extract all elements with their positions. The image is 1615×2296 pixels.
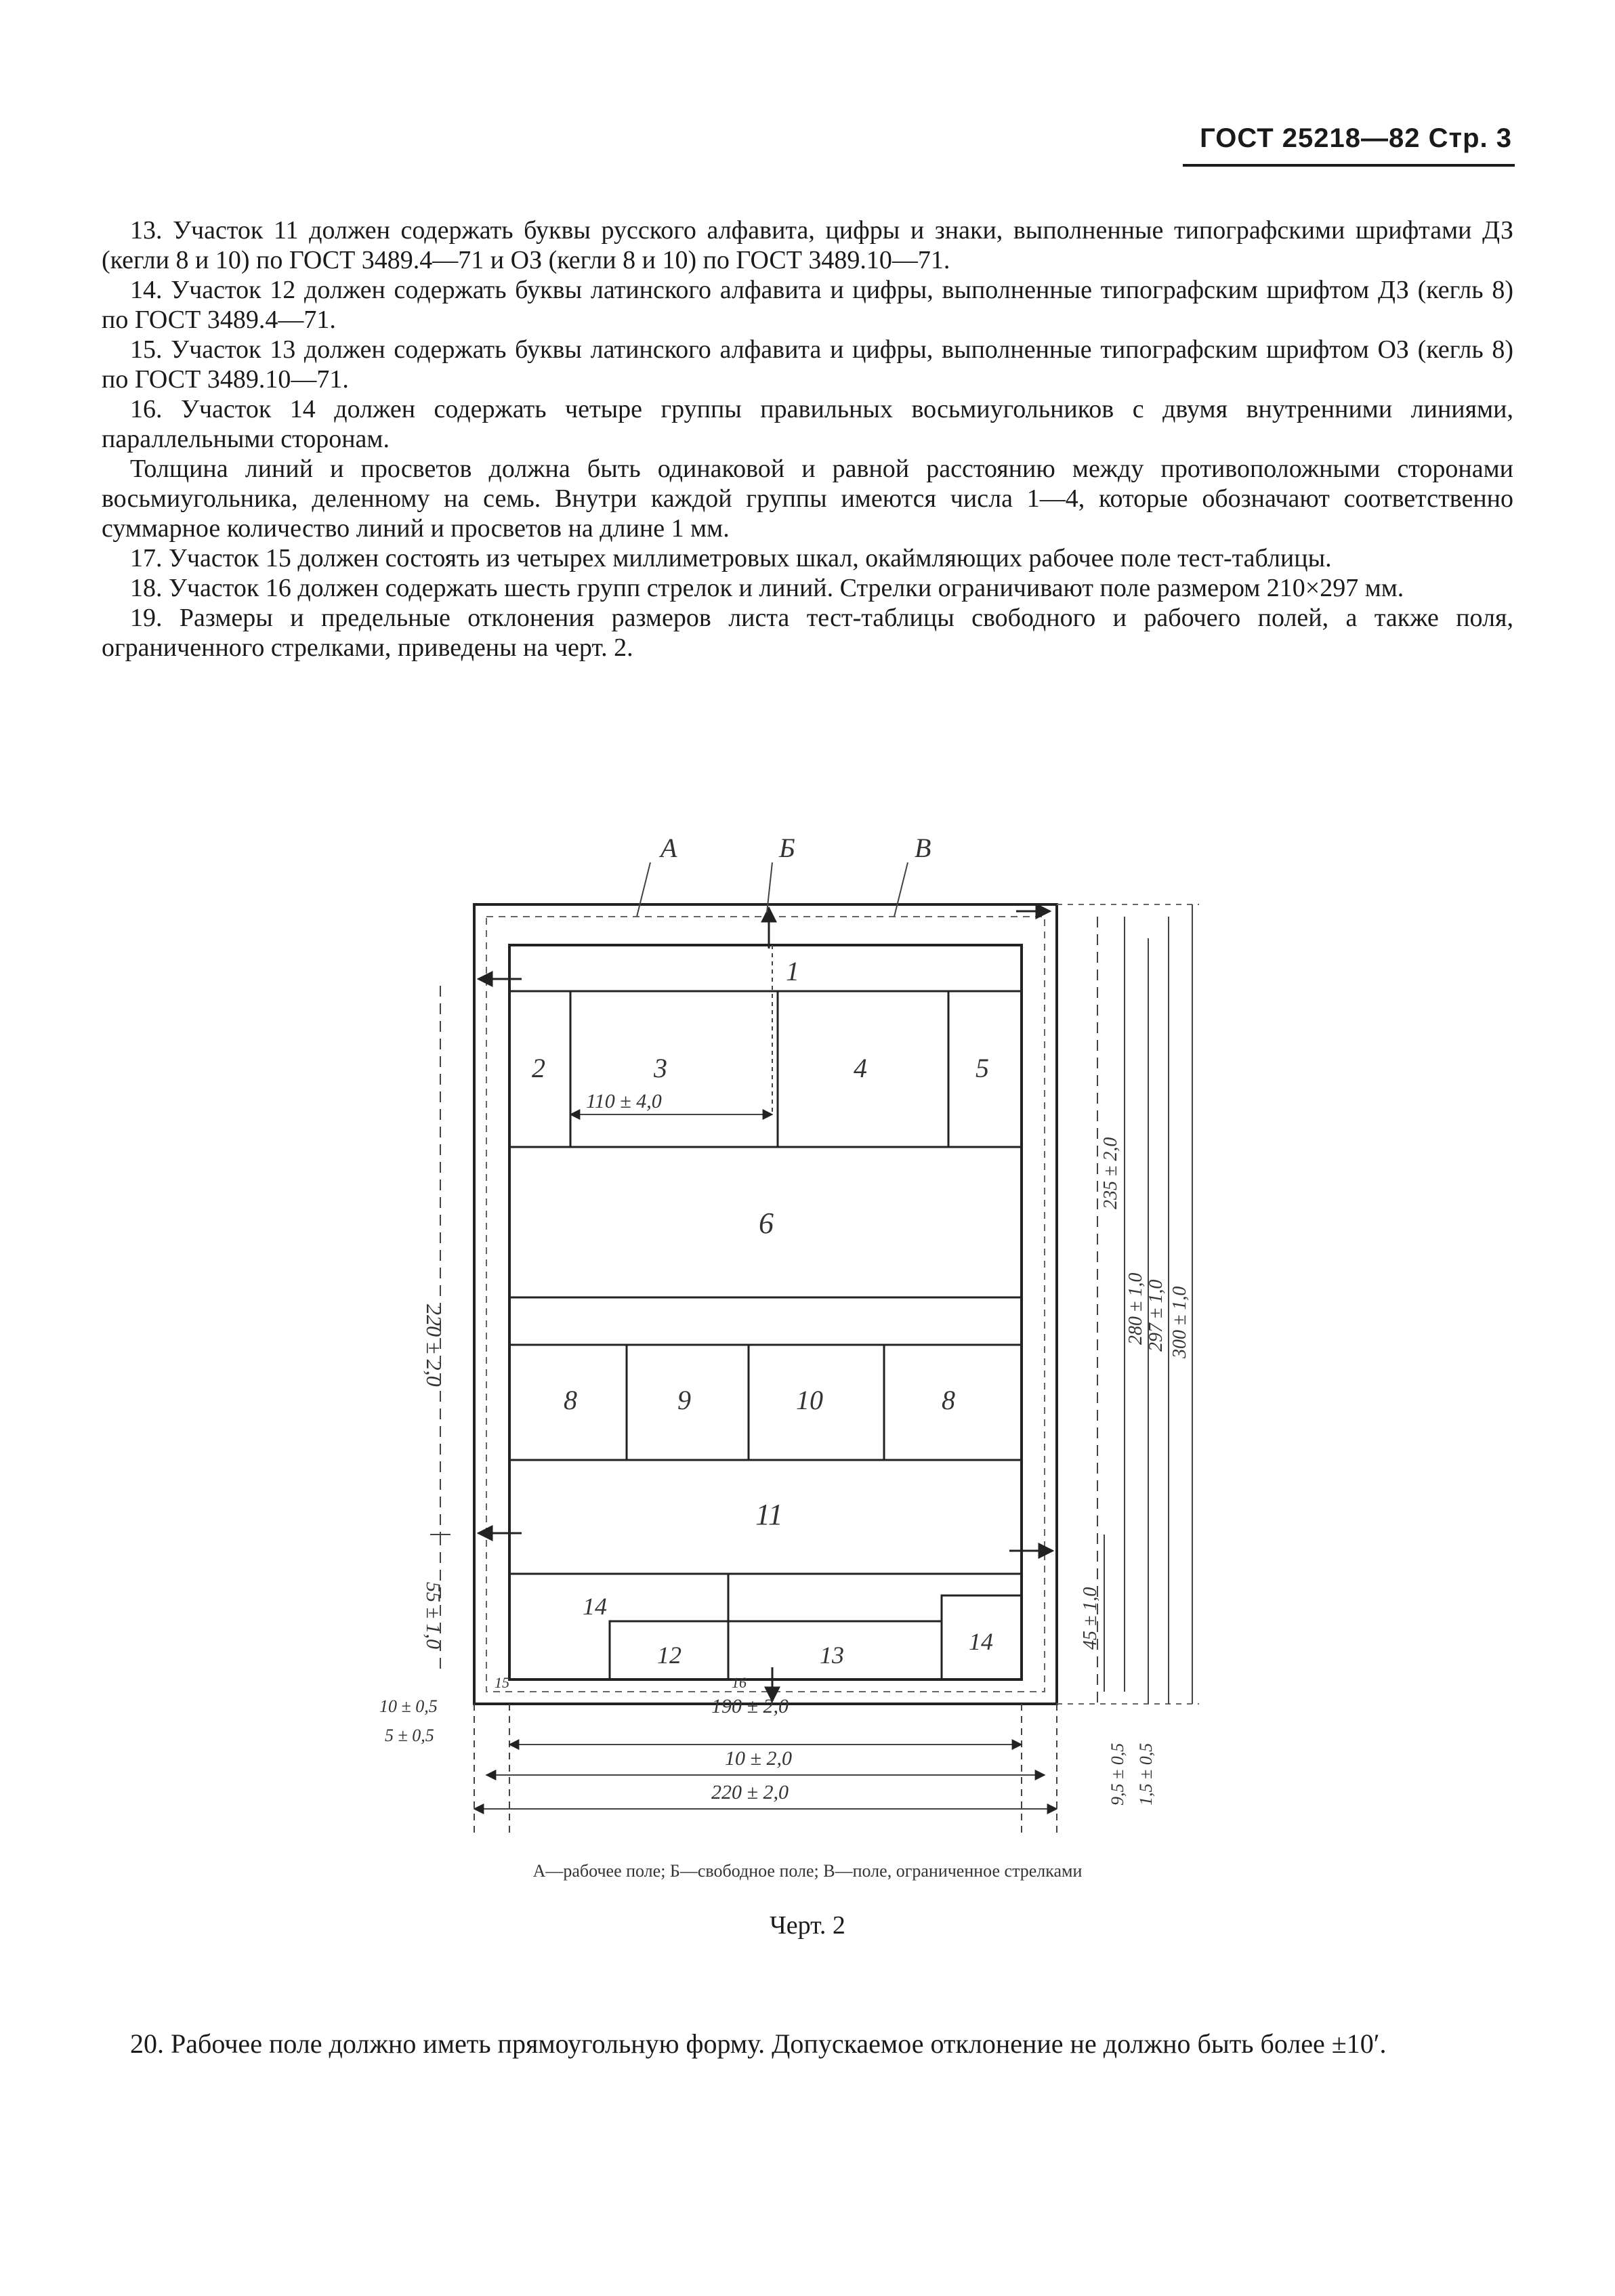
svg-text:13: 13 xyxy=(820,1642,844,1669)
svg-text:15: 15 xyxy=(495,1674,509,1691)
label-A: А xyxy=(660,833,677,863)
svg-text:16: 16 xyxy=(732,1674,747,1691)
sheet-outline xyxy=(474,904,1057,1704)
svg-text:5 ± 0,5: 5 ± 0,5 xyxy=(385,1726,434,1745)
figure-caption: А—рабочее поле; Б—свободное поле; В—поле, ограниченное стрелками xyxy=(532,1861,1083,1881)
paragraph-14: 14. Участок 12 должен содержать буквы латинского алфавита и цифры, выполненные типографским шрифтом ДЗ (кегль 8) по ГОСТ 3489.4—71. xyxy=(102,276,1513,334)
svg-text:3: 3 xyxy=(654,1053,667,1083)
page-header: ГОСТ 25218—82 Стр. 3 xyxy=(1200,123,1512,153)
paragraph-13: 13. Участок 11 должен содержать буквы русского алфавита, цифры и знаки, выполненные типографскими шрифтами ДЗ (кегли 8 и 10) по ГОСТ 3489.4—71 и ОЗ (кегли 8 и 10) по ГОСТ 3489.10—71. xyxy=(102,216,1513,274)
svg-text:14: 14 xyxy=(583,1593,607,1620)
svg-text:10 ± 0,5: 10 ± 0,5 xyxy=(379,1696,438,1716)
svg-text:10: 10 xyxy=(796,1385,823,1415)
header-rule xyxy=(1183,164,1515,167)
figure-number: Черт. 2 xyxy=(770,1911,845,1940)
svg-text:5: 5 xyxy=(976,1053,989,1083)
svg-text:190 ± 2,0: 190 ± 2,0 xyxy=(711,1695,789,1717)
paragraph-16: 16. Участок 14 должен содержать четыре группы правильных восьмиугольников с двумя внутренними линиями, параллельными сторонам. xyxy=(102,395,1513,453)
label-B: Б xyxy=(779,833,795,863)
svg-text:4: 4 xyxy=(854,1053,867,1083)
svg-text:8: 8 xyxy=(564,1385,577,1415)
svg-text:8: 8 xyxy=(942,1385,955,1415)
work-field-outline xyxy=(509,945,1022,1679)
svg-text:55 ± 1,0: 55 ± 1,0 xyxy=(422,1582,444,1649)
svg-text:11: 11 xyxy=(755,1498,783,1531)
svg-text:14: 14 xyxy=(969,1628,993,1655)
svg-text:10 ± 2,0: 10 ± 2,0 xyxy=(725,1747,792,1770)
svg-text:297 ± 1,0: 297 ± 1,0 xyxy=(1146,1279,1167,1352)
svg-text:9,5 ± 0,5: 9,5 ± 0,5 xyxy=(1108,1742,1127,1806)
label-V: В xyxy=(915,833,931,863)
paragraph-16-cont: Толщина линий и просветов должна быть одинаковой и равной расстоянию между противоположными сторонами восьмиугольника, деленному на семь. Внутри каждой группы имеются числа 1—4, которые обозначают соответственно суммарное количество линий и просветов на длине 1 мм. xyxy=(102,455,1513,543)
paragraph-19: 19. Размеры и предельные отклонения размеров листа тест-таблицы свободного и рабочего полей, а также поля, ограниченного стрелками, приведены на черт. 2. xyxy=(102,604,1513,662)
svg-text:220 ± 2,0: 220 ± 2,0 xyxy=(711,1781,789,1803)
svg-text:1: 1 xyxy=(786,956,799,986)
paragraph-15: 15. Участок 13 должен содержать буквы латинского алфавита и цифры, выполненные типографским шрифтом ОЗ (кегль 8) по ГОСТ 3489.10—71. xyxy=(102,335,1513,394)
svg-text:1,5 ± 0,5: 1,5 ± 0,5 xyxy=(1136,1742,1156,1806)
test-table-diagram xyxy=(352,830,1219,1846)
svg-text:300 ± 1,0: 300 ± 1,0 xyxy=(1169,1286,1190,1358)
svg-text:12: 12 xyxy=(657,1642,681,1669)
figure-chert-2 xyxy=(352,830,1219,1846)
svg-text:45 ± 1,0: 45 ± 1,0 xyxy=(1080,1587,1101,1650)
svg-text:9: 9 xyxy=(677,1385,691,1415)
paragraph-17: 17. Участок 15 должен состоять из четырех миллиметровых шкал, окаймляющих рабочее поле тест-таблицы. xyxy=(130,544,1332,572)
svg-text:6: 6 xyxy=(759,1207,774,1240)
paragraph-18: 18. Участок 16 должен содержать шесть групп стрелок и линий. Стрелки ограничивают поле размером 210×297 мм. xyxy=(130,574,1404,602)
svg-text:235 ± 2,0: 235 ± 2,0 xyxy=(1100,1137,1121,1209)
svg-text:110 ± 4,0: 110 ± 4,0 xyxy=(586,1090,662,1112)
paragraph-20: 20. Рабочее поле должно иметь прямоугольную форму. Допускаемое отклонение не должно быть более ±10′. xyxy=(130,2028,1387,2059)
svg-text:280 ± 1,0: 280 ± 1,0 xyxy=(1125,1272,1146,1345)
svg-text:220 ± 2,0: 220 ± 2,0 xyxy=(422,1304,446,1387)
body-text xyxy=(102,215,1513,663)
svg-text:2: 2 xyxy=(532,1053,545,1083)
paragraph-20-block xyxy=(102,2028,1513,2060)
